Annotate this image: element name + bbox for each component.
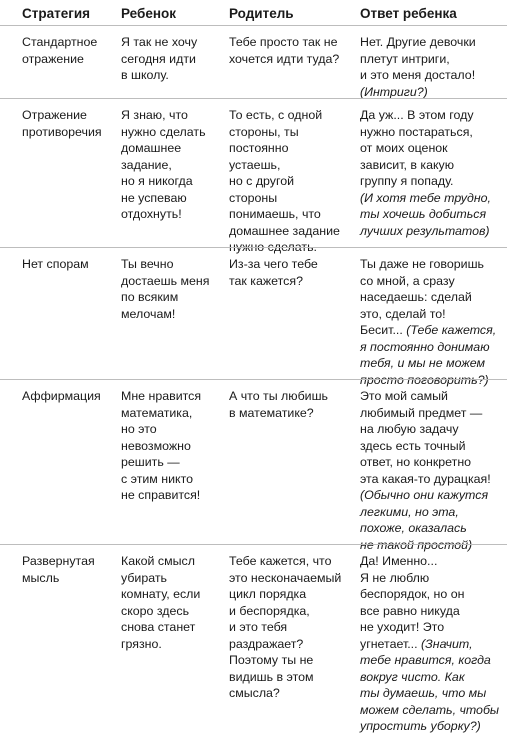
cell-line: Из-за чего тебе (229, 257, 318, 271)
cell-line: Я не люблю (360, 570, 430, 585)
cell-line: не справится! (121, 488, 201, 502)
child-answer-cell (360, 553, 500, 735)
cell-line: тебя, и мы не можем (360, 356, 485, 370)
cell-line: достаешь меня (121, 273, 210, 288)
cell-line: со мной, а сразу (360, 273, 455, 288)
cell-line: любимый предмет — (360, 405, 483, 420)
cell-line: нужно постараться, (360, 124, 473, 139)
cell-line: угнетает... (Значит, (360, 636, 473, 651)
cell-line: отражение (22, 51, 84, 66)
child-cell (121, 107, 224, 223)
cell-line: понимаешь, что (229, 207, 321, 221)
cell-line: с этим никто (121, 471, 193, 486)
cell-line: Какой смысл (121, 554, 195, 568)
cell-line: лучших результатов) (360, 223, 490, 238)
cell-line: сегодня идти (121, 51, 196, 66)
cell-line: (И хотя тебе трудно, (360, 190, 491, 205)
cell-line: Поэтому ты не (229, 653, 314, 667)
cell-line: и это меня достало! (360, 68, 476, 82)
cell-line: вокруг чисто. Как (360, 669, 465, 684)
cell-line: зависит, в какую (360, 157, 455, 172)
header-child-answer: Ответ ребенка (360, 6, 457, 21)
parent-cell (229, 107, 352, 256)
cell-line: смысла? (229, 686, 280, 700)
parent-cell (229, 388, 352, 421)
cell-line: просто поговорить?) (360, 372, 489, 387)
cell-line: здесь есть точный (360, 438, 466, 453)
strategy-cell (22, 107, 118, 140)
parent-cell (229, 553, 352, 702)
cell-line: на любую задачу (360, 422, 459, 436)
child-answer-cell (360, 256, 500, 388)
cell-line: Тебе просто так не (229, 35, 338, 49)
cell-line: я постоянно донимаю (360, 339, 490, 354)
child-cell (121, 34, 224, 84)
cell-line: Ты даже не говоришь (360, 257, 484, 271)
cell-line: раздражает? (229, 636, 304, 651)
cell-line: можем сделать, чтобы (360, 702, 500, 717)
table-row (0, 98, 507, 254)
cell-line: Бесит... (Тебе кажется, (360, 323, 497, 337)
cell-line: группу я попаду. (360, 174, 454, 188)
cell-line: Ты вечно (121, 257, 174, 271)
table-row (0, 25, 507, 98)
cell-line: похоже, оказалась (360, 521, 467, 535)
cell-line: не уходит! Это (360, 620, 445, 634)
cell-line: (Обычно они кажутся (360, 488, 489, 502)
cell-line: математика, (121, 405, 193, 420)
cell-line: ты хочешь добиться (360, 207, 487, 221)
parent-cell (229, 34, 352, 67)
cell-line: противоречия (22, 124, 102, 139)
cell-line: Я знаю, что (121, 108, 188, 122)
child-cell (121, 388, 224, 504)
table-row (0, 379, 507, 552)
cell-line: плетут интриги, (360, 51, 450, 66)
cell-line: Да уж... В этом году (360, 108, 474, 122)
cell-line: упростить уборку?) (360, 719, 481, 733)
child-cell (121, 256, 224, 322)
cell-line: но с другой (229, 174, 295, 188)
cell-line: Аффирмация (22, 389, 101, 403)
cell-line: Мне нравится (121, 389, 202, 403)
cell-line: отдохнуть! (121, 207, 182, 221)
cell-line: Отражение (22, 108, 87, 122)
cell-line: все равно никуда (360, 603, 460, 618)
strategy-cell (22, 256, 118, 273)
cell-line: тебе нравится, когда (360, 653, 491, 667)
cell-line: устаешь, (229, 157, 281, 172)
cell-line: стороны, ты (229, 124, 299, 139)
cell-line: и это тебя (229, 620, 288, 634)
cell-line: стороны (229, 190, 278, 205)
cell-line: мысль (22, 570, 60, 585)
cell-line: так кажется? (229, 273, 303, 288)
table-row (0, 544, 507, 735)
cell-line: Нет спорам (22, 257, 89, 271)
cell-line: скоро здесь (121, 603, 190, 618)
cell-line: это, сделай то! (360, 306, 446, 321)
header-child: Ребенок (121, 6, 177, 21)
table-header-row (0, 0, 507, 25)
child-answer-cell (360, 107, 500, 239)
cell-line: в школу. (121, 68, 169, 82)
parent-cell (229, 256, 352, 289)
cell-line: от моих оценок (360, 141, 448, 155)
cell-line: но я никогда (121, 174, 193, 188)
cell-line: домашнее задание (229, 223, 340, 238)
cell-line: не такой простой) (360, 537, 473, 552)
cell-line: нужно сделать. (229, 240, 317, 254)
cell-line: комнату, если (121, 587, 201, 601)
cell-line: цикл порядка (229, 587, 307, 601)
cell-line: домашнее (121, 141, 182, 155)
child-answer-cell (360, 388, 500, 553)
cell-line: хочется идти туда? (229, 51, 340, 66)
strategy-cell (22, 34, 118, 67)
cell-line: А что ты любишь (229, 389, 328, 403)
cell-line: не успеваю (121, 190, 187, 205)
cell-line: ответ, но конкретно (360, 455, 472, 469)
cell-line: по всяким (121, 290, 179, 304)
cell-line: снова станет (121, 620, 196, 634)
cell-line: грязно. (121, 636, 162, 651)
child-cell (121, 553, 224, 652)
cell-line: Нет. Другие девочки (360, 35, 476, 49)
cell-line: и беспорядка, (229, 603, 310, 618)
cell-line: (Интриги?) (360, 84, 428, 99)
cell-line: То есть, с одной (229, 108, 323, 122)
cell-line: ты думаешь, что мы (360, 686, 487, 700)
cell-line: Да! Именно... (360, 554, 438, 568)
cell-line: в математике? (229, 405, 314, 420)
cell-line: видишь в этом (229, 669, 314, 684)
strategy-cell (22, 553, 118, 586)
cell-line: невозможно (121, 438, 191, 453)
strategy-cell (22, 388, 118, 405)
cell-line: Стандартное (22, 35, 98, 49)
cell-line: мелочам! (121, 306, 176, 321)
cell-line: Тебе кажется, что (229, 554, 332, 568)
cell-line: Я так не хочу (121, 35, 198, 49)
cell-line: убирать (121, 570, 167, 585)
child-answer-cell (360, 34, 500, 100)
table-row (0, 247, 507, 387)
header-parent: Родитель (229, 6, 294, 21)
cell-line: задание, (121, 157, 172, 172)
cell-line: наседаешь: сделай (360, 290, 472, 304)
cell-line: эта какая-то дурацкая! (360, 471, 491, 486)
cell-line: беспорядок, но он (360, 587, 465, 601)
cell-line: но это (121, 422, 157, 436)
cell-line: Это мой самый (360, 389, 448, 403)
header-strategy: Стратегия (22, 6, 91, 21)
cell-line: постоянно (229, 141, 289, 155)
cell-line: легкими, но эта, (360, 504, 459, 519)
cell-line: решить — (121, 455, 180, 469)
cell-line: это несконачаемый (229, 570, 342, 585)
cell-line: Развернутая (22, 554, 95, 568)
cell-line: нужно сделать (121, 124, 206, 139)
